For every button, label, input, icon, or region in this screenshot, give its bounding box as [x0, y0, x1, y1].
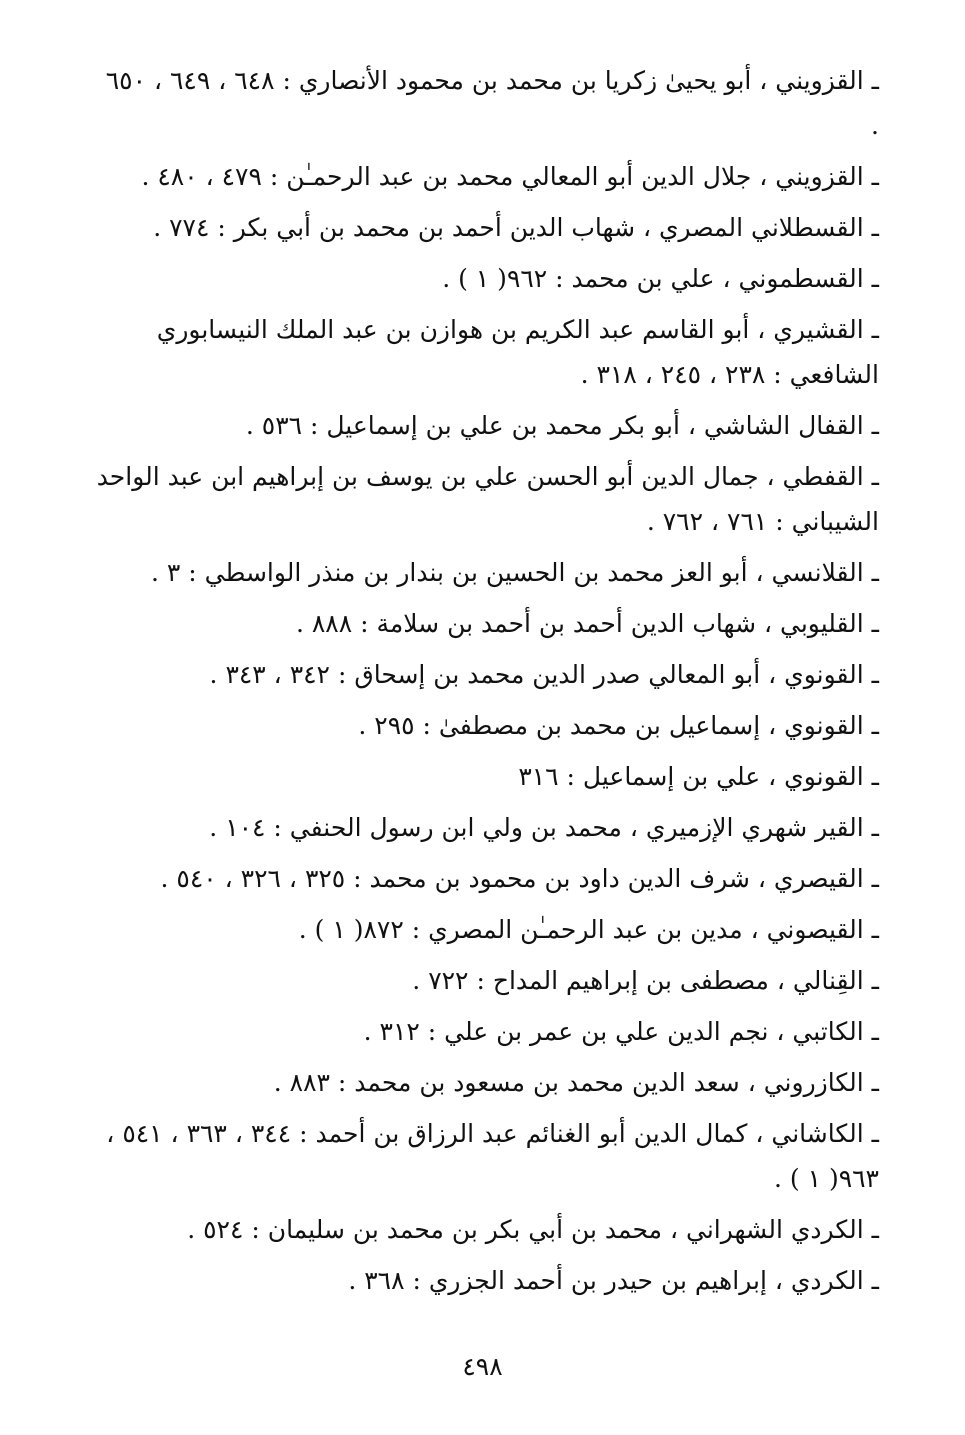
index-entry: ـ القونوي ، علي بن إسماعيل : ٣١٦: [518, 762, 879, 791]
index-entry: ـ القفال الشاشي ، أبو بكر محمد بن علي بن إسماعيل : ٥٣٦ .: [245, 411, 879, 440]
index-entry: ـ القفطي ، جمال الدين أبو الحسن علي بن يوسف بن إبراهيم ابن عبد الواحد الشيباني : ٧٦١ ، ٧٦٢ .: [96, 462, 879, 536]
index-entry: ـ القزويني ، أبو يحيىٰ زكريا بن محمد بن محمود الأنصاري : ٦٤٨ ، ٦٤٩ ، ٦٥٠ .: [105, 66, 879, 140]
index-entry: ـ الكاتبي ، نجم الدين علي بن عمر بن علي : ٣١٢ .: [363, 1017, 879, 1046]
page-number: ٤٩٨: [462, 1352, 503, 1381]
index-entry: ـ القيصوني ، مدين بن عبد الرحمـٰن المصري : ٨٧٢( ١ ) .: [298, 915, 879, 944]
index-entry: ـ القزويني ، جلال الدين أبو المعالي محمد بن عبد الرحمـٰن : ٤٧٩ ، ٤٨٠ .: [141, 162, 879, 191]
index-entry: ـ القونوي ، أبو المعالي صدر الدين محمد بن إسحاق : ٣٤٢ ، ٣٤٣ .: [209, 660, 879, 689]
index-entry: ـ القليوبي ، شهاب الدين أحمد بن أحمد بن سلامة : ٨٨٨ .: [295, 609, 879, 638]
index-entry: ـ الكازروني ، سعد الدين محمد بن مسعود بن محمد : ٨٨٣ .: [273, 1068, 879, 1097]
index-entry: ـ الكردي ، إبراهيم بن حيدر بن أحمد الجزري : ٣٦٨ .: [348, 1266, 879, 1295]
index-entry: ـ القيصري ، شرف الدين داود بن محمود بن محمد : ٣٢٥ ، ٣٢٦ ، ٥٤٠ .: [160, 864, 879, 893]
index-entry: ـ الكاشاني ، كمال الدين أبو الغنائم عبد الرزاق بن أحمد : ٣٤٤ ، ٣٦٣ ، ٥٤١ ، ٩٦٣( ١ ) .: [106, 1119, 879, 1193]
index-entries-list: [94, 58, 879, 1309]
index-entry: ـ القلانسي ، أبو العز محمد بن الحسين بن بندار بن منذر الواسطي : ٣ .: [150, 558, 879, 587]
index-entry: ـ القسطلاني المصري ، شهاب الدين أحمد بن محمد بن أبي بكر : ٧٧٤ .: [153, 213, 879, 242]
index-entry: ـ القونوي ، إسماعيل بن محمد بن مصطفىٰ : ٢٩٥ .: [358, 711, 879, 740]
index-entry: ـ القشيري ، أبو القاسم عبد الكريم بن هوازن بن عبد الملك النيسابوري الشافعي : ٢٣٨ ، ٢٤٥ ، ٣١٨ .: [156, 315, 879, 389]
index-entry: ـ القير شهري الإزميري ، محمد بن ولي ابن رسول الحنفي : ١٠٤ .: [209, 813, 879, 842]
index-entry: ـ القِنالي ، مصطفى بن إبراهيم المداح : ٧٢٢ .: [412, 966, 879, 995]
index-entry: ـ الكردي الشهراني ، محمد بن أبي بكر بن محمد بن سليمان : ٥٢٤ .: [187, 1215, 879, 1244]
index-entry: ـ القسطموني ، علي بن محمد : ٩٦٢( ١ ) .: [442, 264, 879, 293]
